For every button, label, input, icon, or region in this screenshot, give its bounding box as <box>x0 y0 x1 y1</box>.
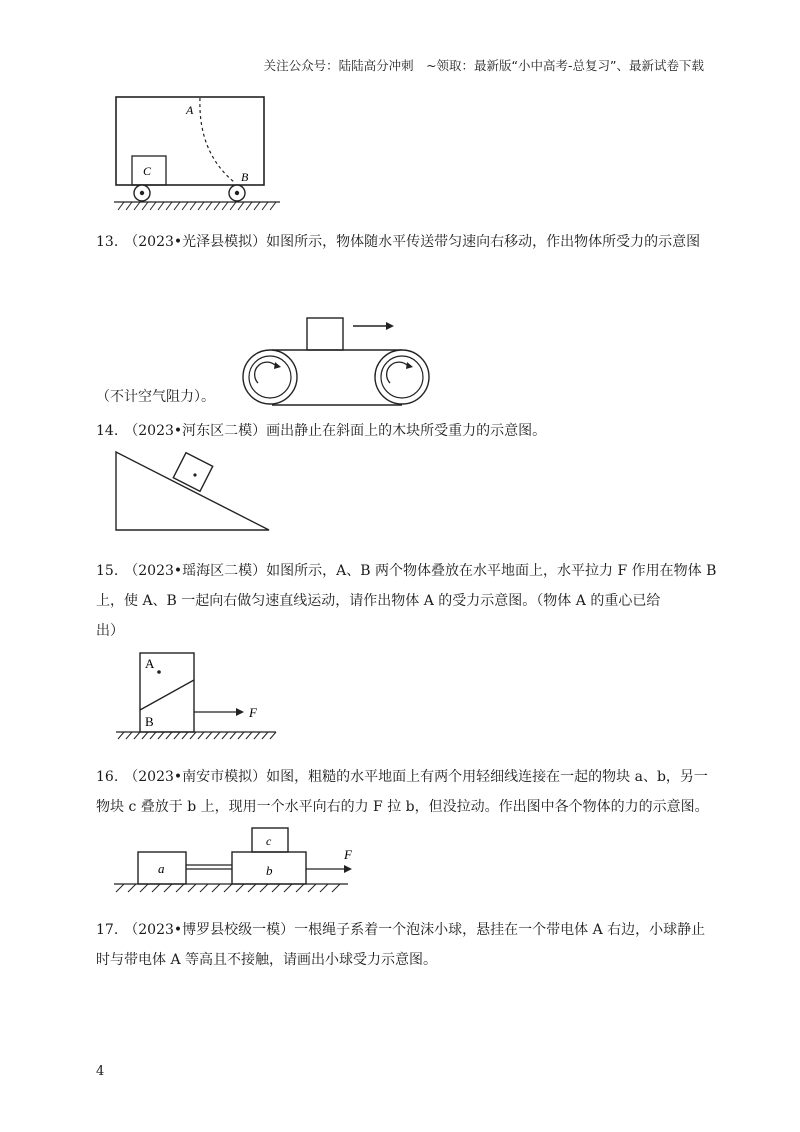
question-15 <box>96 556 736 646</box>
label-b: b <box>266 863 273 878</box>
figure-q14-incline <box>114 450 274 536</box>
question-source: （2023•瑶海区二模） <box>124 563 267 579</box>
question-source: （2023•博罗县校级一模） <box>124 922 295 938</box>
block-divider <box>140 680 194 710</box>
question-text: 画出静止在斜面上的木块所受重力的示意图。 <box>266 423 547 439</box>
label-f: F <box>249 705 257 720</box>
label-b: B <box>241 170 249 184</box>
ground-hatch <box>118 732 276 739</box>
question-text: 如图所示，物体随水平传送带匀速向右移动，作出物体所受力的示意图 <box>266 234 701 250</box>
question-text-line3: 出） <box>96 623 124 639</box>
question-14 <box>96 416 736 446</box>
label-b: B <box>145 714 154 729</box>
question-16 <box>96 762 736 822</box>
question-text-line2: 上，使 A、B 一起向右做匀速直线运动，请作出物体 A 的受力示意图。（物体 A 的重心已给 <box>96 593 661 609</box>
question-13 <box>96 227 736 257</box>
label-c: C <box>143 164 152 178</box>
question-number: 15. <box>96 563 119 579</box>
question-13-tail: （不计空气阻力）。 <box>96 389 215 405</box>
figure-q12 <box>112 92 292 217</box>
center-of-gravity-a <box>157 670 161 674</box>
object-box <box>307 318 343 350</box>
question-number: 14. <box>96 423 119 439</box>
question-text-line2: 时与带电体 A 等高且不接触，请画出小球受力示意图。 <box>96 952 438 968</box>
question-text-line1: 一根绳子系着一个泡沫小球，悬挂在一个带电体 A 右边，小球静止 <box>294 922 706 938</box>
question-source: （2023•河东区二模） <box>124 423 267 439</box>
question-text-line1: 如图所示，A、B 两个物体叠放在水平地面上，水平拉力 F 作用在物体 B <box>266 563 717 579</box>
question-source: （2023•光泽县模拟） <box>124 234 267 250</box>
center-of-gravity <box>193 473 196 476</box>
question-number: 16. <box>96 769 119 785</box>
label-a: A <box>145 656 155 671</box>
trajectory-curve <box>200 98 234 182</box>
question-number: 13. <box>96 234 119 250</box>
wooden-block <box>173 453 212 492</box>
ground-hatch <box>116 884 340 892</box>
label-a: a <box>158 861 165 876</box>
figure-q15-stacked-blocks <box>112 650 282 744</box>
question-text-line1: 如图，粗糙的水平地面上有两个用轻细线连接在一起的物块 a、b，另一 <box>266 769 708 785</box>
page-header: 关注公众号：陆陆高分冲刺 ~领取：最新版“小中高考-总复习”、最新试卷下载 <box>263 58 704 73</box>
label-f: F <box>344 847 352 862</box>
figure-q16-blocks <box>112 822 372 894</box>
question-text-line2: 物块 c 叠放于 b 上，现用一个水平向右的力 F 拉 b，但没拉动。作出图中各个物体的力的示意图。 <box>96 799 709 815</box>
label-c: c <box>266 834 272 848</box>
ground-hatch <box>118 202 276 210</box>
question-source: （2023•南安市模拟） <box>124 769 267 785</box>
question-17 <box>96 915 736 975</box>
question-number: 17. <box>96 922 119 938</box>
label-a: A <box>186 103 194 117</box>
page-number: 4 <box>96 1064 105 1079</box>
